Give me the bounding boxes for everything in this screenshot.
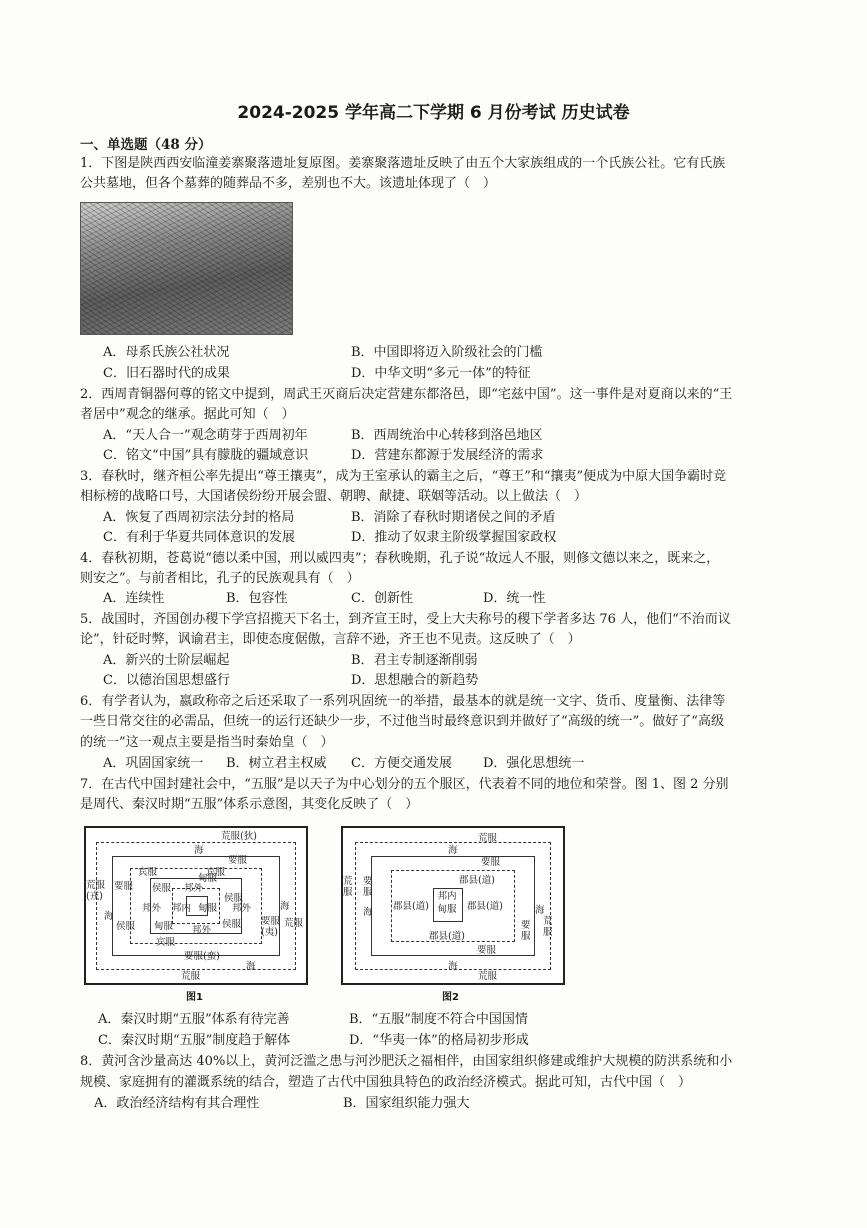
question-1-option-d[interactable]: D．中华文明“多元一体”的特征	[351, 366, 531, 381]
fig1-label-yao-top: 要服	[228, 855, 248, 866]
question-1-option-b[interactable]: B．中国即将迈入阶级社会的门槛	[351, 345, 543, 360]
fig2-label-jun-left: 郡县(道)	[393, 901, 429, 912]
fig1-label-bin-top: 宾服	[206, 867, 226, 878]
fig2-label-yao-right: 要服	[521, 920, 531, 942]
question-2-option-a[interactable]: A．“天人合一”观念萌芽于西周初年	[103, 428, 308, 443]
question-7-line-1: 7．在古代中国封建社会中，“五服”是以天子为中心划分的五个服区，代表着不同的地位和荣誉。图 1、图 2 分别	[80, 777, 729, 792]
fig1-label-yao-bot: 要服(蛮)	[184, 951, 220, 962]
question-1-line-1: 1．下图是陕西西安临潼姜寨聚落遗址复原图。姜寨聚落遗址反映了由五个大家族组成的一个氏族公社。它有氏族	[80, 156, 726, 171]
fig2-label-jun-bot: 郡县(道)	[429, 931, 465, 942]
fig1-label-yao-right: 要服(夷)	[261, 916, 281, 938]
fig1-label-dian-top: 甸服	[198, 873, 218, 884]
question-6-line-1: 6．有学者认为，嬴政称帝之后还采取了一系列巩固统一的举措，最基本的就是统一文字、货币、度量衡、法律等	[80, 694, 726, 709]
fig2-label-huang-right: 荒服	[543, 916, 553, 938]
question-6-line-2: 一些日常交往的必需品，但统一的运行还缺少一步，不过他当时最终意识到并做好了“高级的统一”。做好了“高级	[80, 714, 724, 729]
question-7-option-d[interactable]: D．“华夷一体”的格局初步形成	[349, 1033, 529, 1048]
fig1-label-hou-top: 侯服	[152, 883, 172, 894]
fig2-label-hai-top: 海	[448, 845, 458, 856]
fig1-label-bangwai-top: 邦外	[184, 883, 204, 894]
question-3-line-1: 3．春秋时，继齐桓公率先提出“尊王攘夷”，成为王室承认的霸主之后，“尊王”和“攘夷”便成为中原大国争霸时竞	[80, 469, 727, 484]
question-2-line-1: 2．西周青铜器何尊的铭文中提到，周武王灭商后决定营建东都洛邑，即“宅兹中国”。这一事件是对夏商以来的“王	[80, 387, 733, 402]
question-5-option-d[interactable]: D．思想融合的新趋势	[351, 673, 479, 688]
question-5-option-c[interactable]: C．以德治国思想盛行	[103, 673, 230, 688]
question-1-line-2: 公共墓地，但各个墓葬的随葬品不多，差别也不大。该遗址体现了（ ）	[80, 176, 497, 191]
fig2-label-jun-top: 郡县(道)	[459, 875, 495, 886]
question-4-option-b[interactable]: B．包容性	[226, 591, 288, 606]
question-8-option-b[interactable]: B．国家组织能力强大	[343, 1096, 470, 1111]
question-1-option-c[interactable]: C．旧石器时代的成果	[103, 366, 230, 381]
question-3-option-d[interactable]: D．推动了奴隶主阶级掌握国家政权	[351, 530, 557, 545]
question-4-option-a[interactable]: A．连续性	[103, 591, 165, 606]
fig1-label-hai-top: 海	[194, 845, 204, 856]
fig2-label-hai-right: 海	[535, 905, 545, 916]
fig2-label-center: 邦内甸服	[437, 891, 457, 915]
question-7-line-2: 是周代、秦汉时期“五服”体系示意图，其变化反映了（ ）	[80, 797, 419, 812]
question-3-option-c[interactable]: C．有利于华夏共同体意识的发展	[103, 530, 295, 545]
question-7-option-b[interactable]: B．“五服”制度不符合中国国情	[349, 1012, 528, 1027]
fig1-label-bin-left: 宾服	[138, 867, 158, 878]
fig2-label-yao-bot: 要服	[477, 945, 497, 956]
question-5-line-2: 论”，针砭时弊，讽谕君主，即使态度倨傲，言辞不逊，齐王也不见责。这反映了（ ）	[80, 632, 581, 647]
fig1-label-huang-right: 荒服	[284, 918, 304, 929]
fig1-label-hai-right: 海	[280, 901, 290, 912]
fig1-label-hou-right: 侯服	[224, 893, 244, 904]
fig1-label-bangwai-right: 邦外	[232, 903, 252, 914]
question-2-line-2: 者居中”观念的继承。据此可知（ ）	[80, 407, 295, 422]
fig1-label-bin-bot: 宾服	[156, 937, 176, 948]
question-5-option-a[interactable]: A．新兴的士阶层崛起	[103, 653, 230, 668]
fig1-label-hai-bot: 海	[246, 961, 256, 972]
fig1-label-bangwai-left: 邦外	[142, 903, 162, 914]
question-5-option-b[interactable]: B．君主专制逐渐削弱	[351, 653, 478, 668]
question-7-option-a[interactable]: A．秦汉时期“五服”体系有待完善	[98, 1012, 290, 1027]
figure-1-diagram	[84, 826, 308, 985]
jiangzhai-site-photo	[80, 202, 293, 335]
question-4-line-1: 4．春秋初期，苍葛说“德以柔中国，刑以威四夷”；春秋晚期，孔子说“故远人不服，则修文德以来之，既来之，	[80, 551, 720, 566]
fig1-label-bangnei: 邦内	[172, 903, 192, 914]
question-5-line-1: 5．战国时，齐国创办稷下学宫招揽天下名士，到齐宣王时，受上大夫称号的稷下学者多达 76 人，他们“不治而议	[80, 612, 731, 627]
question-3-line-2: 相标榜的战略口号，大国诸侯纷纷开展会盟、朝聘、献捷、联姻等活动。以上做法（ ）	[80, 489, 588, 504]
fig2-label-yao-left: 要服	[363, 876, 373, 898]
figure-1-caption: 图1	[186, 992, 203, 1003]
question-8-line-2: 规模、家庭拥有的灌溉系统的结合，塑造了古代中国独具特色的政治经济模式。据此可知，古代中国（ ）	[80, 1075, 692, 1090]
figure-2-caption: 图2	[442, 992, 459, 1003]
question-6-option-a[interactable]: A．巩固国家统一	[103, 756, 204, 771]
question-2-option-c[interactable]: C．铭文“中国”具有朦胧的疆域意识	[103, 448, 309, 463]
question-4-option-d[interactable]: D．统一性	[483, 591, 546, 606]
fig1-label-huang-top: 荒服(狄)	[221, 831, 257, 842]
fig1-label-hou-bot: 侯服	[222, 919, 242, 930]
fig2-label-huang-left: 荒服	[343, 876, 353, 898]
question-4-option-c[interactable]: C．创新性	[351, 591, 413, 606]
question-1-option-a[interactable]: A．母系氏族公社状况	[103, 345, 230, 360]
fig2-label-huang-bot: 荒服	[478, 971, 498, 982]
fig1-label-dian-bot: 甸服	[154, 921, 174, 932]
fig2-label-jun-right: 郡县(道)	[467, 901, 503, 912]
question-2-option-d[interactable]: D．营建东都源于发展经济的需求	[351, 448, 544, 463]
question-6-option-c[interactable]: C．方便交通发展	[351, 756, 452, 771]
question-8-line-1: 8．黄河含沙量高达 40%以上，黄河泛滥之患与河沙肥沃之福相伴，由国家组织修建或维护大规模的防洪系统和小	[80, 1054, 733, 1069]
fig1-label-huang-left: 荒服(戎)	[86, 880, 106, 902]
fig1-label-huang-bot: 荒服	[181, 971, 201, 982]
fig1-label-hou-left: 侯服	[116, 921, 136, 932]
fig2-label-hai-left: 海	[363, 907, 373, 918]
fig1-label-dian-mid: 甸服	[198, 903, 218, 914]
question-3-option-b[interactable]: B．消除了春秋时期诸侯之间的矛盾	[351, 510, 556, 525]
question-3-option-a[interactable]: A．恢复了西周初宗法分封的格局	[103, 510, 295, 525]
fig1-label-hai-left: 海	[104, 911, 114, 922]
fig2-label-hai-bot: 海	[448, 961, 458, 972]
section-heading: 一、单选题（48 分）	[80, 137, 212, 153]
question-6-line-3: 的统一”这一观点主要是指当时秦始皇（ ）	[80, 735, 334, 750]
fig1-label-bangwai-bot: 邦外	[192, 925, 212, 936]
figure-2-diagram	[341, 826, 565, 985]
question-8-option-a[interactable]: A．政治经济结构有其合理性	[94, 1096, 260, 1111]
question-7-option-c[interactable]: C．秦汉时期“五服”制度趋于解体	[98, 1033, 291, 1048]
question-2-option-b[interactable]: B．西周统治中心转移到洛邑地区	[351, 428, 543, 443]
question-6-option-b[interactable]: B．树立君主权威	[226, 756, 327, 771]
fig2-label-yao-top: 要服	[481, 857, 501, 868]
fig1-label-yao-left: 要服	[114, 881, 134, 892]
fig2-label-huang-top: 荒服	[478, 833, 498, 844]
question-6-option-d[interactable]: D．强化思想统一	[483, 756, 585, 771]
page-title: 2024-2025 学年高二下学期 6 月份考试 历史试卷	[237, 103, 630, 123]
question-4-line-2: 则安之”。与前者相比，孔子的民族观具有（ ）	[80, 571, 360, 586]
